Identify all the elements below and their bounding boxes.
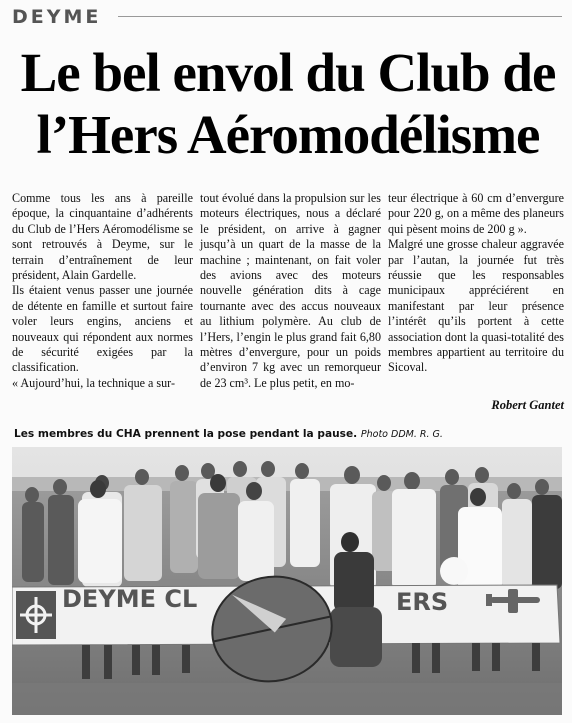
headline-line-1: Le bel envol du Club de: [20, 42, 556, 103]
article-column-2: [200, 191, 381, 391]
photo-caption-text: Les membres du CHA prennent la pose pendant la pause.: [14, 428, 358, 440]
group-photo: [12, 447, 562, 715]
photo-credit: Photo DDM. R. G.: [360, 429, 443, 440]
article-paragraph: Malgré une grosse chaleur aggravée par l’autan, la journée fut très réussie que les responsables municipaux appréciérent en manifestant par leur présence l’intérêt qu’ils portent à cette association dont la quasi-totalité des membres appartient au territoire du Sicoval.: [388, 237, 564, 375]
article-paragraph: teur électrique à 60 cm d’envergure pour 220 g, on a même des planeurs qui pèsent moins de 200 g ».: [388, 191, 564, 236]
headline-line-2: l’Hers Aéromodélisme: [36, 104, 540, 165]
article-paragraph: tout évolué dans la propulsion sur les moteurs électriques, nous a déclaré le président, on arrive à gagner jusqu’à un quart de la masse de la machine ; maintenant, on fait voler des avions avec des moteurs nouvelle génération dits à cage tournante avec des accus nouveaux au lithium polymère. Au club de l’Hers, l’engin le plus grand fait 6,80 mètres d’envergure, pour un poids d’environ 7 kg avec un remorqueur de 23 cm³. Le plus petit, en mo-: [200, 191, 381, 390]
byline: Robert Gantet: [491, 398, 564, 412]
article-column-1: [12, 191, 193, 391]
headline: [10, 42, 566, 166]
article-paragraph: Ils étaient venus passer une journée de détente en famille et surtout faire voler leurs engins, anciens et nouveaux qui répondent aux normes de sécurité exigées par la classification.: [12, 283, 193, 375]
section-rubric: DEYME: [12, 6, 102, 28]
article-column-3: [388, 191, 564, 376]
article-paragraph: « Aujourd’hui, la technique a sur-: [12, 375, 175, 390]
group-photo-illustration: [12, 447, 562, 715]
banner-text-left: DEYME CL: [62, 585, 198, 613]
article-paragraph: Comme tous les ans à pareille époque, la cinquantaine d’adhérents du Club de l’Hers Aéromodélisme se sont retrouvés à Deyme, sur le terrain d’entraînement de leur président, Alain Gardelle.: [12, 191, 193, 283]
photo-caption: [14, 428, 443, 440]
rubric-rule: [118, 16, 562, 17]
banner-text-right: ERS: [396, 588, 449, 616]
